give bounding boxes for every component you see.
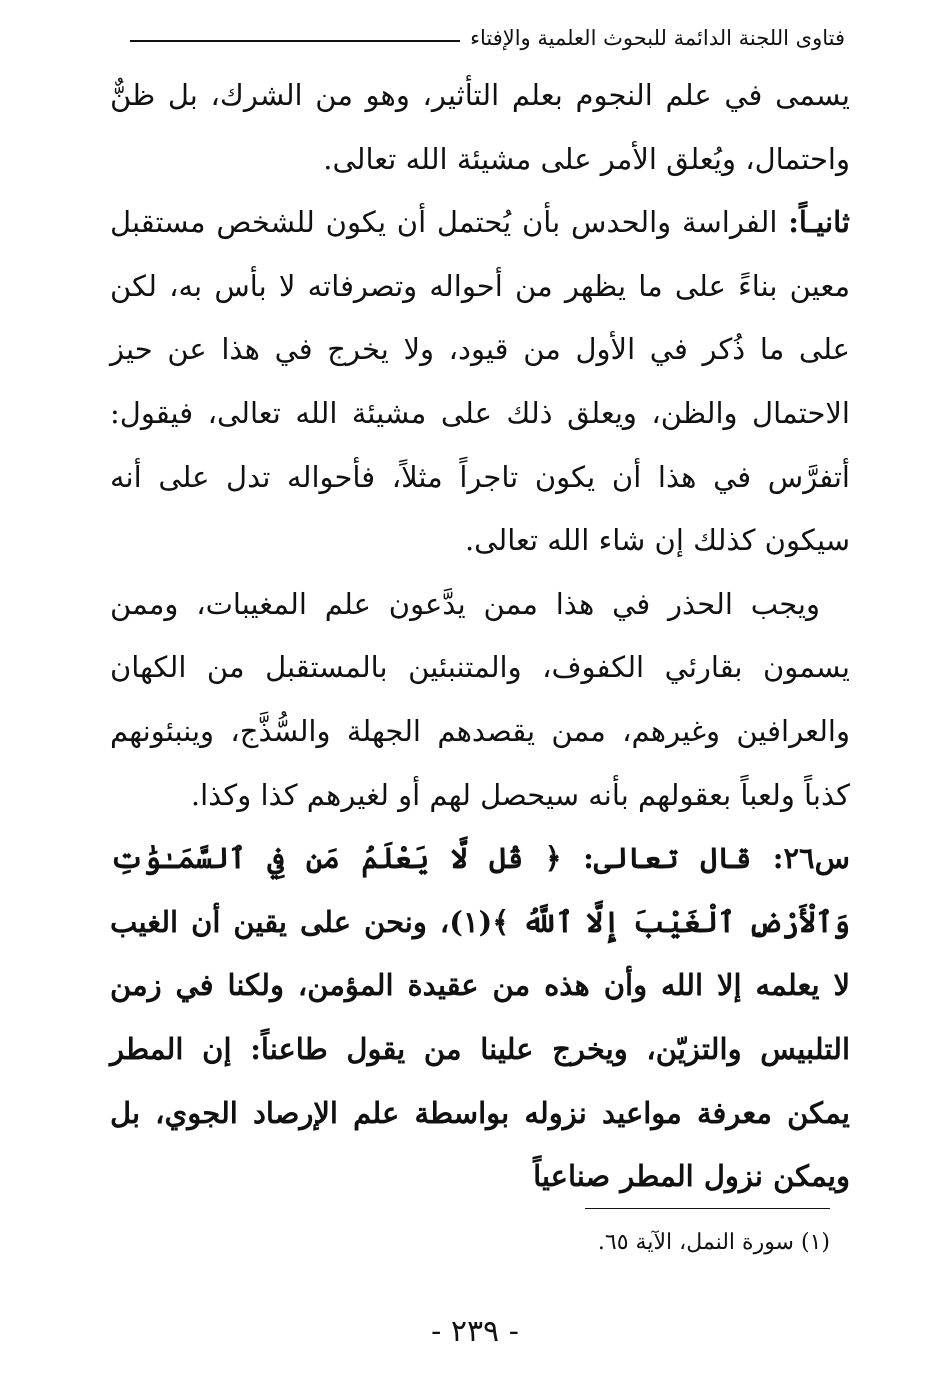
paragraph-3: ويجب الحذر في هذا ممن يدَّعون علم المغيبات، وممن يسمون بقارئي الكفوف، والمتنبئين بالمستقبل من الكهان والعرافين وغيرهم، ممن يقصدهم الجهلة والسُّذَّج، وينبئونهم كذباً ولعباً بعقولهم بأنه سيحصل لهم أو لغيرهم كذا وكذا. — [110, 586, 850, 812]
paragraph-2-label: ثانيـاً: — [788, 205, 850, 240]
paragraph-1: يسمى في علم النجوم بعلم التأثير، وهو من الشرك، بل ظنٌّ واحتمال، ويُعلق الأمر على مشيئة الله تعالى. — [110, 78, 850, 176]
question-text: قال تعالى: ﴿ قُل لَّا يَعْلَمُ مَن فِي ٱلسَّمَـٰوَٰتِ وَٱلْأَرْضِ ٱلْغَيْبَ إِلَّا ٱللَّهُ ﴾(١)، ونحن على يقين أن الغيب لا يعلمه إلا الله وأن هذه من عقيدة المؤمن، ولكنا في زمن التلبيس والتزيّن، ويخرج علينا من يقول طاعناً: إن المطر يمكن معرفة مواعيد نزوله بواسطة علم الإرصاد الجوي، بل ويمكن نزول المطر صناعياً — [110, 841, 850, 1194]
running-header — [130, 20, 845, 56]
question-paragraph — [110, 827, 850, 1209]
footnote-rule — [585, 1208, 830, 1209]
header-rule — [130, 40, 460, 42]
paragraph-2 — [110, 191, 850, 573]
paragraph-2-text: الفراسة والحدس بأن يُحتمل أن يكون للشخص مستقبل معين بناءً على ما يظهر من أحواله وتصرفاته لا بأس به، لكن على ما ذُكر في الأول من قيود، ولا يخرج في هذا عن حيز الاحتمال والظن، ويعلق ذلك على مشيئة الله تعالى، فيقول: أتفرَّس في هذا أن يكون تاجراً مثلاً، فأحواله تدل على أنه سيكون كذلك إن شاء الله تعالى. — [110, 205, 850, 558]
footnote: (١) سورة النمل، الآية ٦٥. — [597, 1230, 830, 1255]
page-number: - ٢٣٩ - — [431, 1314, 519, 1349]
body-text — [110, 64, 850, 1209]
header-title: فتاوى اللجنة الدائمة للبحوث العلمية والإفتاء — [470, 26, 845, 50]
question-label: س٢٦: — [772, 841, 850, 876]
